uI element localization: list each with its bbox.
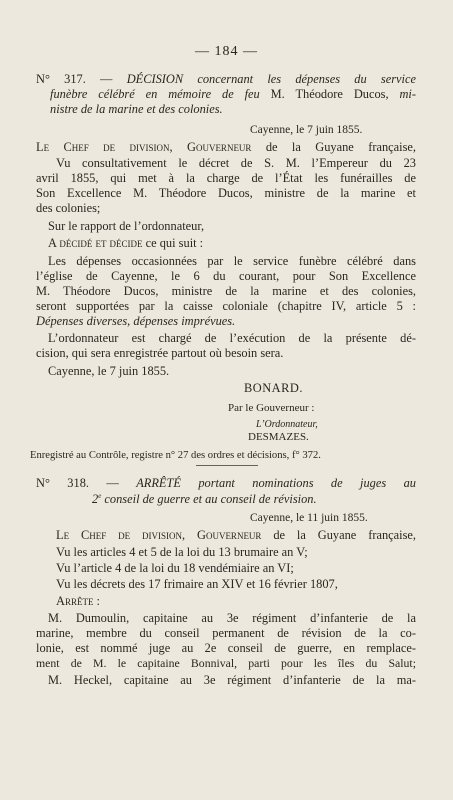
decision-vu-line-2: avril 1855, qui met à la charge de l’État les funérailles de xyxy=(36,171,416,185)
decision-vu-line-3: Son Excellence M. Théodore Ducos, ministre de la marine et xyxy=(36,186,416,200)
registration-note: Enregistré au Contrôle, registre n° 27 des ordres et décisions, f° 372. xyxy=(30,450,321,461)
decision-dateline: Cayenne, le 7 juin 1855. xyxy=(250,124,363,136)
decision-body-line-5: Dépenses diverses, dépenses imprévues. xyxy=(36,314,236,328)
decision-heading-line-1: N° 317. — DÉCISION concernant les dépenses du service xyxy=(36,72,416,86)
page-number: — 184 — xyxy=(195,44,258,59)
par-le-gouverneur: Par le Gouverneur : xyxy=(228,402,315,414)
arrete-dateline: Cayenne, le 11 juin 1855. xyxy=(250,512,368,524)
decision-vu-line-1: Vu consultativement le décret de S. M. l’Empereur du 23 xyxy=(56,156,416,170)
arrete-vu-1: Vu les articles 4 et 5 de la loi du 13 brumaire an V; xyxy=(56,545,308,559)
arrete-vu-2: Vu l’article 4 de la loi du 18 vendémiaire an VI; xyxy=(56,561,294,575)
arrete-heading-line-1: N° 318. — ARRÊTÉ portant nominations de juges au xyxy=(36,476,416,490)
decision-place-date: Cayenne, le 7 juin 1855. xyxy=(48,364,170,378)
decision-heading-line-2: funèbre célébré en mémoire de feu M. Théodore Ducos, mi- xyxy=(50,87,416,101)
arrete-body-line-3: lonie, est nommé juge au 2e conseil de guerre, en remplace- xyxy=(36,641,416,655)
signature-bonard: BONARD. xyxy=(244,381,303,395)
arrete-body-line-1: M. Dumoulin, capitaine au 3e régiment d’infanterie de la xyxy=(48,611,416,625)
decision-execution-line-2: cision, qui sera enregistrée partout où besoin sera. xyxy=(36,346,284,360)
arrete-body-line-4: ment de M. le capitaine Bonnival, parti pour les îles du Salut; xyxy=(36,656,416,670)
decision-heading-line-3: nistre de la marine et des colonies. xyxy=(50,102,223,116)
signature-desmazes: DESMAZES. xyxy=(248,431,309,443)
decision-body-line-3: M. Théodore Ducos, ministre de la marine et des colonies, xyxy=(36,284,416,298)
decision-body-line-4: seront supportées par la caisse coloniale (chapitre IV, article 5 : xyxy=(36,299,416,313)
section-divider xyxy=(196,465,258,466)
arrete-preamble: Le Chef de division, Gouverneur de la Guyane française, xyxy=(56,528,417,542)
ordonnateur-title: L’Ordonnateur, xyxy=(256,419,318,430)
decision-rapport: Sur le rapport de l’ordonnateur, xyxy=(48,219,205,233)
decision-body-line-2: l’église de Cayenne, le 6 du courant, pour Son Excellence xyxy=(36,269,416,283)
decision-decide: A décidé et décide ce qui suit : xyxy=(48,236,204,250)
arrete-heading-line-2: 2e conseil de guerre et au conseil de révision. xyxy=(92,491,317,506)
arrete-vu-3: Vu les décrets des 17 frimaire an XIV et 16 février 1807, xyxy=(56,577,338,591)
decision-vu-line-4: des colonies; xyxy=(36,201,101,215)
arrete-body-line-2: marine, membre du conseil permanent de révision de la co- xyxy=(36,626,416,640)
decision-body-line-1: Les dépenses occasionnées par le service funèbre célébré dans xyxy=(48,254,416,268)
arrete-word: Arrête : xyxy=(56,594,100,608)
decision-execution-line-1: L’ordonnateur est chargé de l’exécution de la présente dé- xyxy=(48,331,416,345)
arrete-body-line-5: M. Heckel, capitaine au 3e régiment d’infanterie de la ma- xyxy=(48,673,416,687)
decision-preamble: Le Chef de division, Gouverneur de la Guyane française, xyxy=(36,140,417,154)
